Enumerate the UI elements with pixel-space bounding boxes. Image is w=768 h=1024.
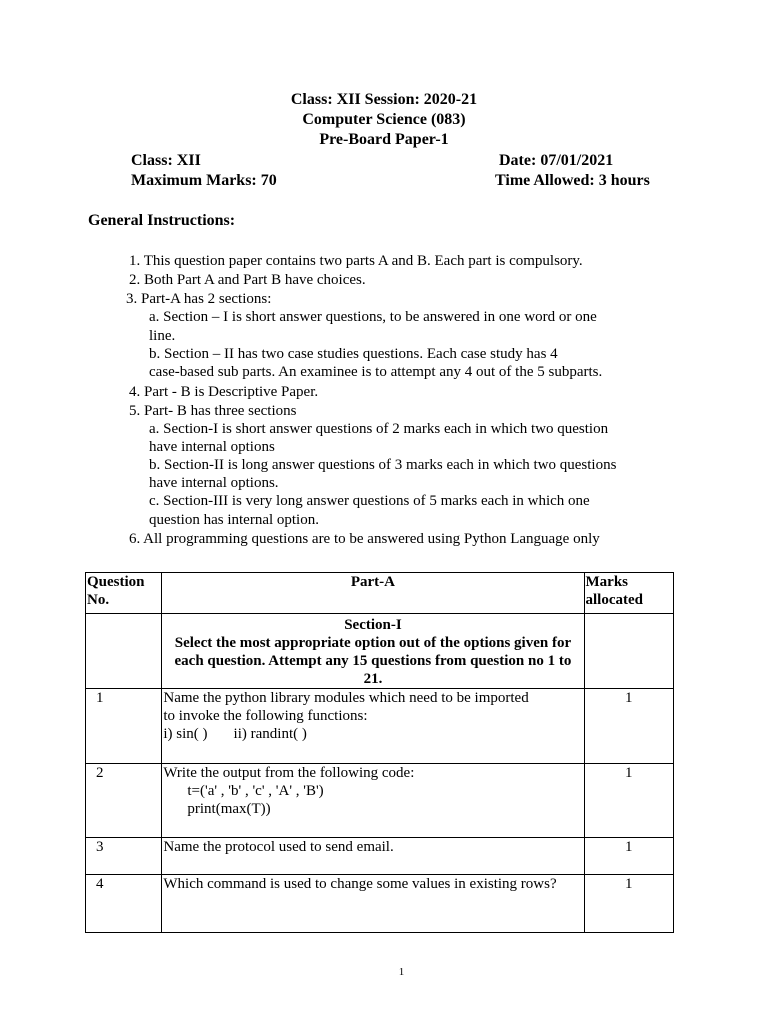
question-number: 4 [86, 875, 162, 933]
table-row [86, 875, 674, 933]
instruction-line: 4. Part - B is Descriptive Paper. [129, 384, 319, 400]
question-marks: 1 [584, 875, 673, 933]
general-instructions-heading: General Instructions: [88, 212, 236, 229]
section-note: Select the most appropriate option out of the options given for each question. Attempt any 15 questions from question no 1 to 21. [174, 635, 572, 687]
question-table [85, 572, 674, 933]
instruction-line: question has internal option. [149, 512, 319, 528]
question-option: ii) randint( ) [233, 726, 307, 742]
instruction-line: case-based sub parts. An examinee is to attempt any 4 out of the 5 subparts. [149, 364, 603, 380]
meta-time-allowed: Time Allowed: 3 hours [495, 172, 650, 189]
instruction-line: 5. Part- B has three sections [129, 403, 297, 419]
instruction-line: a. Section-I is short answer questions of 2 marks each in which two question [149, 421, 609, 437]
table-row [86, 689, 674, 764]
question-text: Write the output from the following code: [163, 765, 415, 781]
instruction-line: have internal options. [149, 475, 279, 491]
instruction-line: a. Section – I is short answer questions, to be answered in one word or one [149, 309, 597, 325]
question-number: 2 [86, 764, 162, 838]
header-part-a: Part-A [162, 573, 584, 614]
section-row [86, 614, 674, 689]
question-marks: 1 [584, 689, 673, 764]
header-line-subject: Computer Science (083) [302, 111, 466, 128]
header-question-no: Question No. [86, 573, 162, 614]
instruction-line: b. Section-II is long answer questions of 3 marks each in which two questions [149, 457, 617, 473]
question-marks: 1 [584, 764, 673, 838]
question-marks: 1 [584, 838, 673, 875]
instruction-line: 3. Part-A has 2 sections: [126, 291, 272, 307]
instruction-line: 6. All programming questions are to be answered using Python Language only [129, 531, 600, 547]
question-text: Which command is used to change some values in existing rows? [162, 875, 584, 933]
question-text: Name the protocol used to send email. [162, 838, 584, 875]
question-option: i) sin( ) [163, 726, 208, 742]
question-number: 3 [86, 838, 162, 875]
instruction-line: line. [149, 328, 176, 344]
page-number: 1 [398, 966, 405, 978]
table-header-row [86, 573, 674, 614]
instruction-line: b. Section – II has two case studies questions. Each case study has 4 [149, 346, 558, 362]
table-row [86, 764, 674, 838]
question-text: to invoke the following functions: [163, 708, 368, 724]
code-line: t=('a' , 'b' , 'c' , 'A' , 'B') [187, 783, 324, 799]
instruction-line: 2. Both Part A and Part B have choices. [129, 272, 366, 288]
instruction-line: c. Section-III is very long answer questions of 5 marks each in which one [149, 493, 590, 509]
section-title: Section-I [344, 617, 402, 633]
instruction-line: have internal options [149, 439, 275, 455]
header-line-paper: Pre-Board Paper-1 [319, 131, 449, 148]
meta-date: Date: 07/01/2021 [499, 152, 614, 169]
meta-max-marks: Maximum Marks: 70 [131, 172, 277, 189]
header-line-class-session: Class: XII Session: 2020-21 [290, 91, 478, 108]
meta-class: Class: XII [131, 152, 201, 169]
question-text: Name the python library modules which need to be imported [163, 690, 529, 706]
table-row [86, 838, 674, 875]
header-marks-allocated: Marks allocated [584, 573, 673, 614]
code-line: print(max(T)) [187, 801, 271, 817]
question-number: 1 [86, 689, 162, 764]
instruction-line: 1. This question paper contains two parts A and B. Each part is compulsory. [129, 253, 583, 269]
